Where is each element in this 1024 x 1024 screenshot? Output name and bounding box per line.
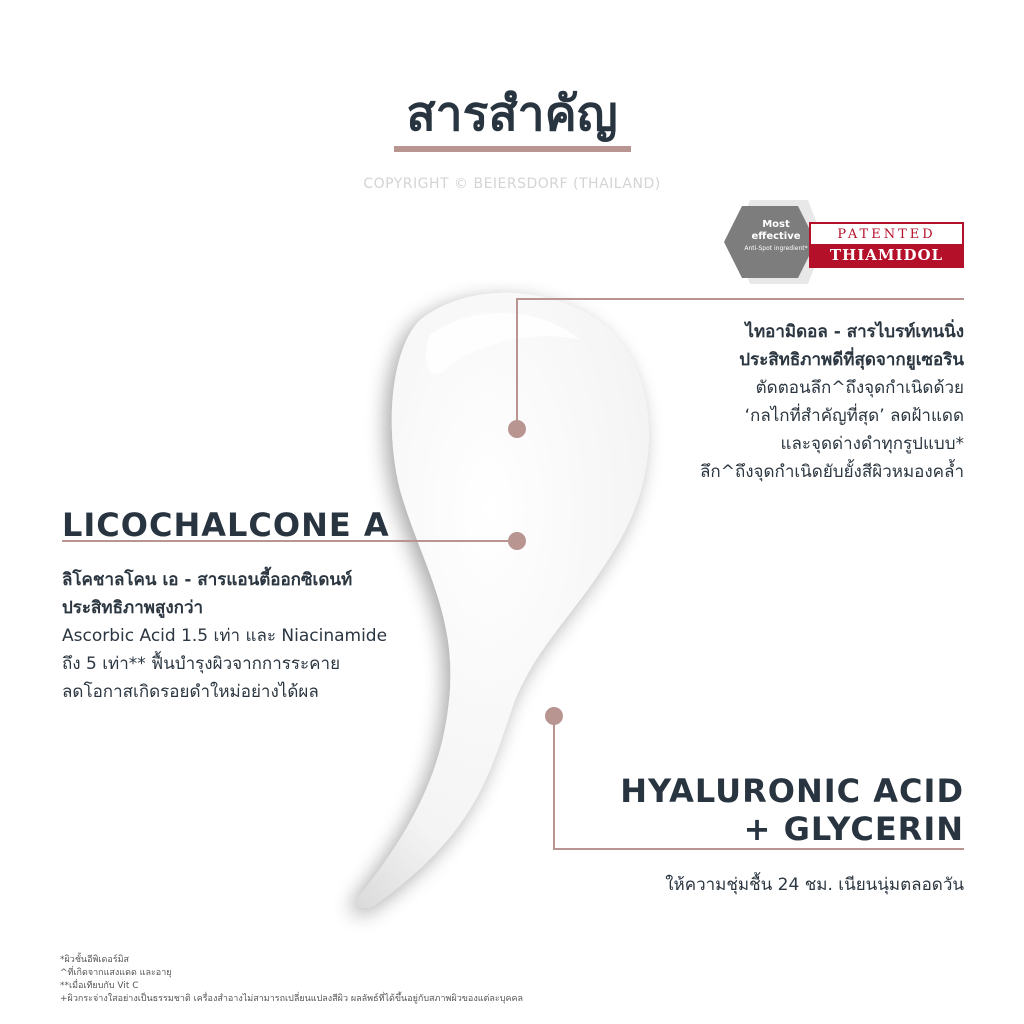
licochalcone-body-line: ลดโอกาสเกิดรอยดำใหม่อย่างได้ผล bbox=[62, 682, 319, 702]
thiamidol-body-line: ลึก^ถึงจุดกำเนิดยับยั้งสีผิวหมองคล้ำ bbox=[699, 462, 964, 482]
licochalcone-headline-2: ประสิทธิภาพสูงกว่า bbox=[62, 598, 204, 618]
badge-patented: PATENTED bbox=[837, 227, 936, 242]
hyaluronic-description: ให้ความชุ่มชื้น 24 ชม. เนียนนุ่มตลอดวัน bbox=[665, 875, 964, 895]
thiamidol-headline-1: ไทอามิดอล - สารไบรท์เทนนิ่ง bbox=[745, 322, 964, 342]
footnote: **เมื่อเทียบกับ Vit C bbox=[60, 981, 139, 991]
hyaluronic-heading-line-2: + GLYCERIN bbox=[743, 810, 964, 848]
licochalcone-headline-1: ลิโคชาลโคน เอ - สารแอนตี้ออกซิเดนท์ bbox=[62, 570, 353, 590]
patented-thiamidol-badge bbox=[712, 196, 964, 288]
footnotes bbox=[60, 954, 1000, 1006]
badge-most-effective: Most effective bbox=[751, 219, 801, 242]
thiamidol-body-line: และจุดด่างดำทุกรูปแบบ* bbox=[780, 434, 964, 454]
thiamidol-description bbox=[544, 318, 964, 486]
thiamidol-body-line: ‘กลไกที่สำคัญที่สุด’ ลดฝ้าแดด bbox=[744, 406, 964, 426]
footnote: *ผิวชั้นอีพิเดอร์มิส bbox=[60, 955, 130, 965]
licochalcone-marker-dot bbox=[508, 532, 526, 550]
badge-box bbox=[809, 222, 964, 268]
licochalcone-description bbox=[62, 566, 502, 706]
title-underline bbox=[394, 146, 631, 152]
thiamidol-marker-dot bbox=[508, 420, 526, 438]
hyaluronic-connector-vertical bbox=[553, 716, 555, 850]
thiamidol-connector-vertical bbox=[516, 298, 518, 428]
copyright-text: COPYRIGHT © BEIERSDORF (THAILAND) bbox=[363, 176, 661, 192]
hyaluronic-connector-horizontal bbox=[553, 848, 964, 850]
badge-hex-text bbox=[736, 219, 816, 253]
hyaluronic-heading-line-1: HYALURONIC ACID bbox=[620, 772, 964, 810]
footnote: ^ที่เกิดจากแสงแดด และอายุ bbox=[60, 968, 172, 978]
licochalcone-body-line: ถึง 5 เท่า** ฟื้นบำรุงผิวจากการระคาย bbox=[62, 654, 341, 674]
hyaluronic-heading bbox=[620, 772, 964, 848]
badge-anti-spot: Anti-Spot ingredient* bbox=[744, 245, 808, 252]
badge-thiamidol: THIAMIDOL bbox=[811, 244, 962, 266]
thiamidol-connector-horizontal bbox=[516, 298, 964, 300]
thiamidol-body-line: ตัดตอนลึก^ถึงจุดกำเนิดด้วย bbox=[755, 378, 964, 398]
page-title: สารสำคัญ bbox=[406, 86, 618, 142]
footnote: +ผิวกระจ่างใสอย่างเป็นธรรมชาติ เครื่องสำอางไม่สามารถเปลี่ยนแปลงสีผิว ผลลัพธ์ที่ได้ขึ้นอยู่กับสภาพผิวของแต่ละบุคคล bbox=[60, 994, 523, 1004]
thiamidol-headline-2: ประสิทธิภาพดีที่สุดจากยูเซอริน bbox=[739, 350, 964, 370]
licochalcone-body-line: Ascorbic Acid 1.5 เท่า และ Niacinamide bbox=[62, 626, 388, 646]
licochalcone-heading: LICOCHALCONE A bbox=[62, 506, 390, 544]
